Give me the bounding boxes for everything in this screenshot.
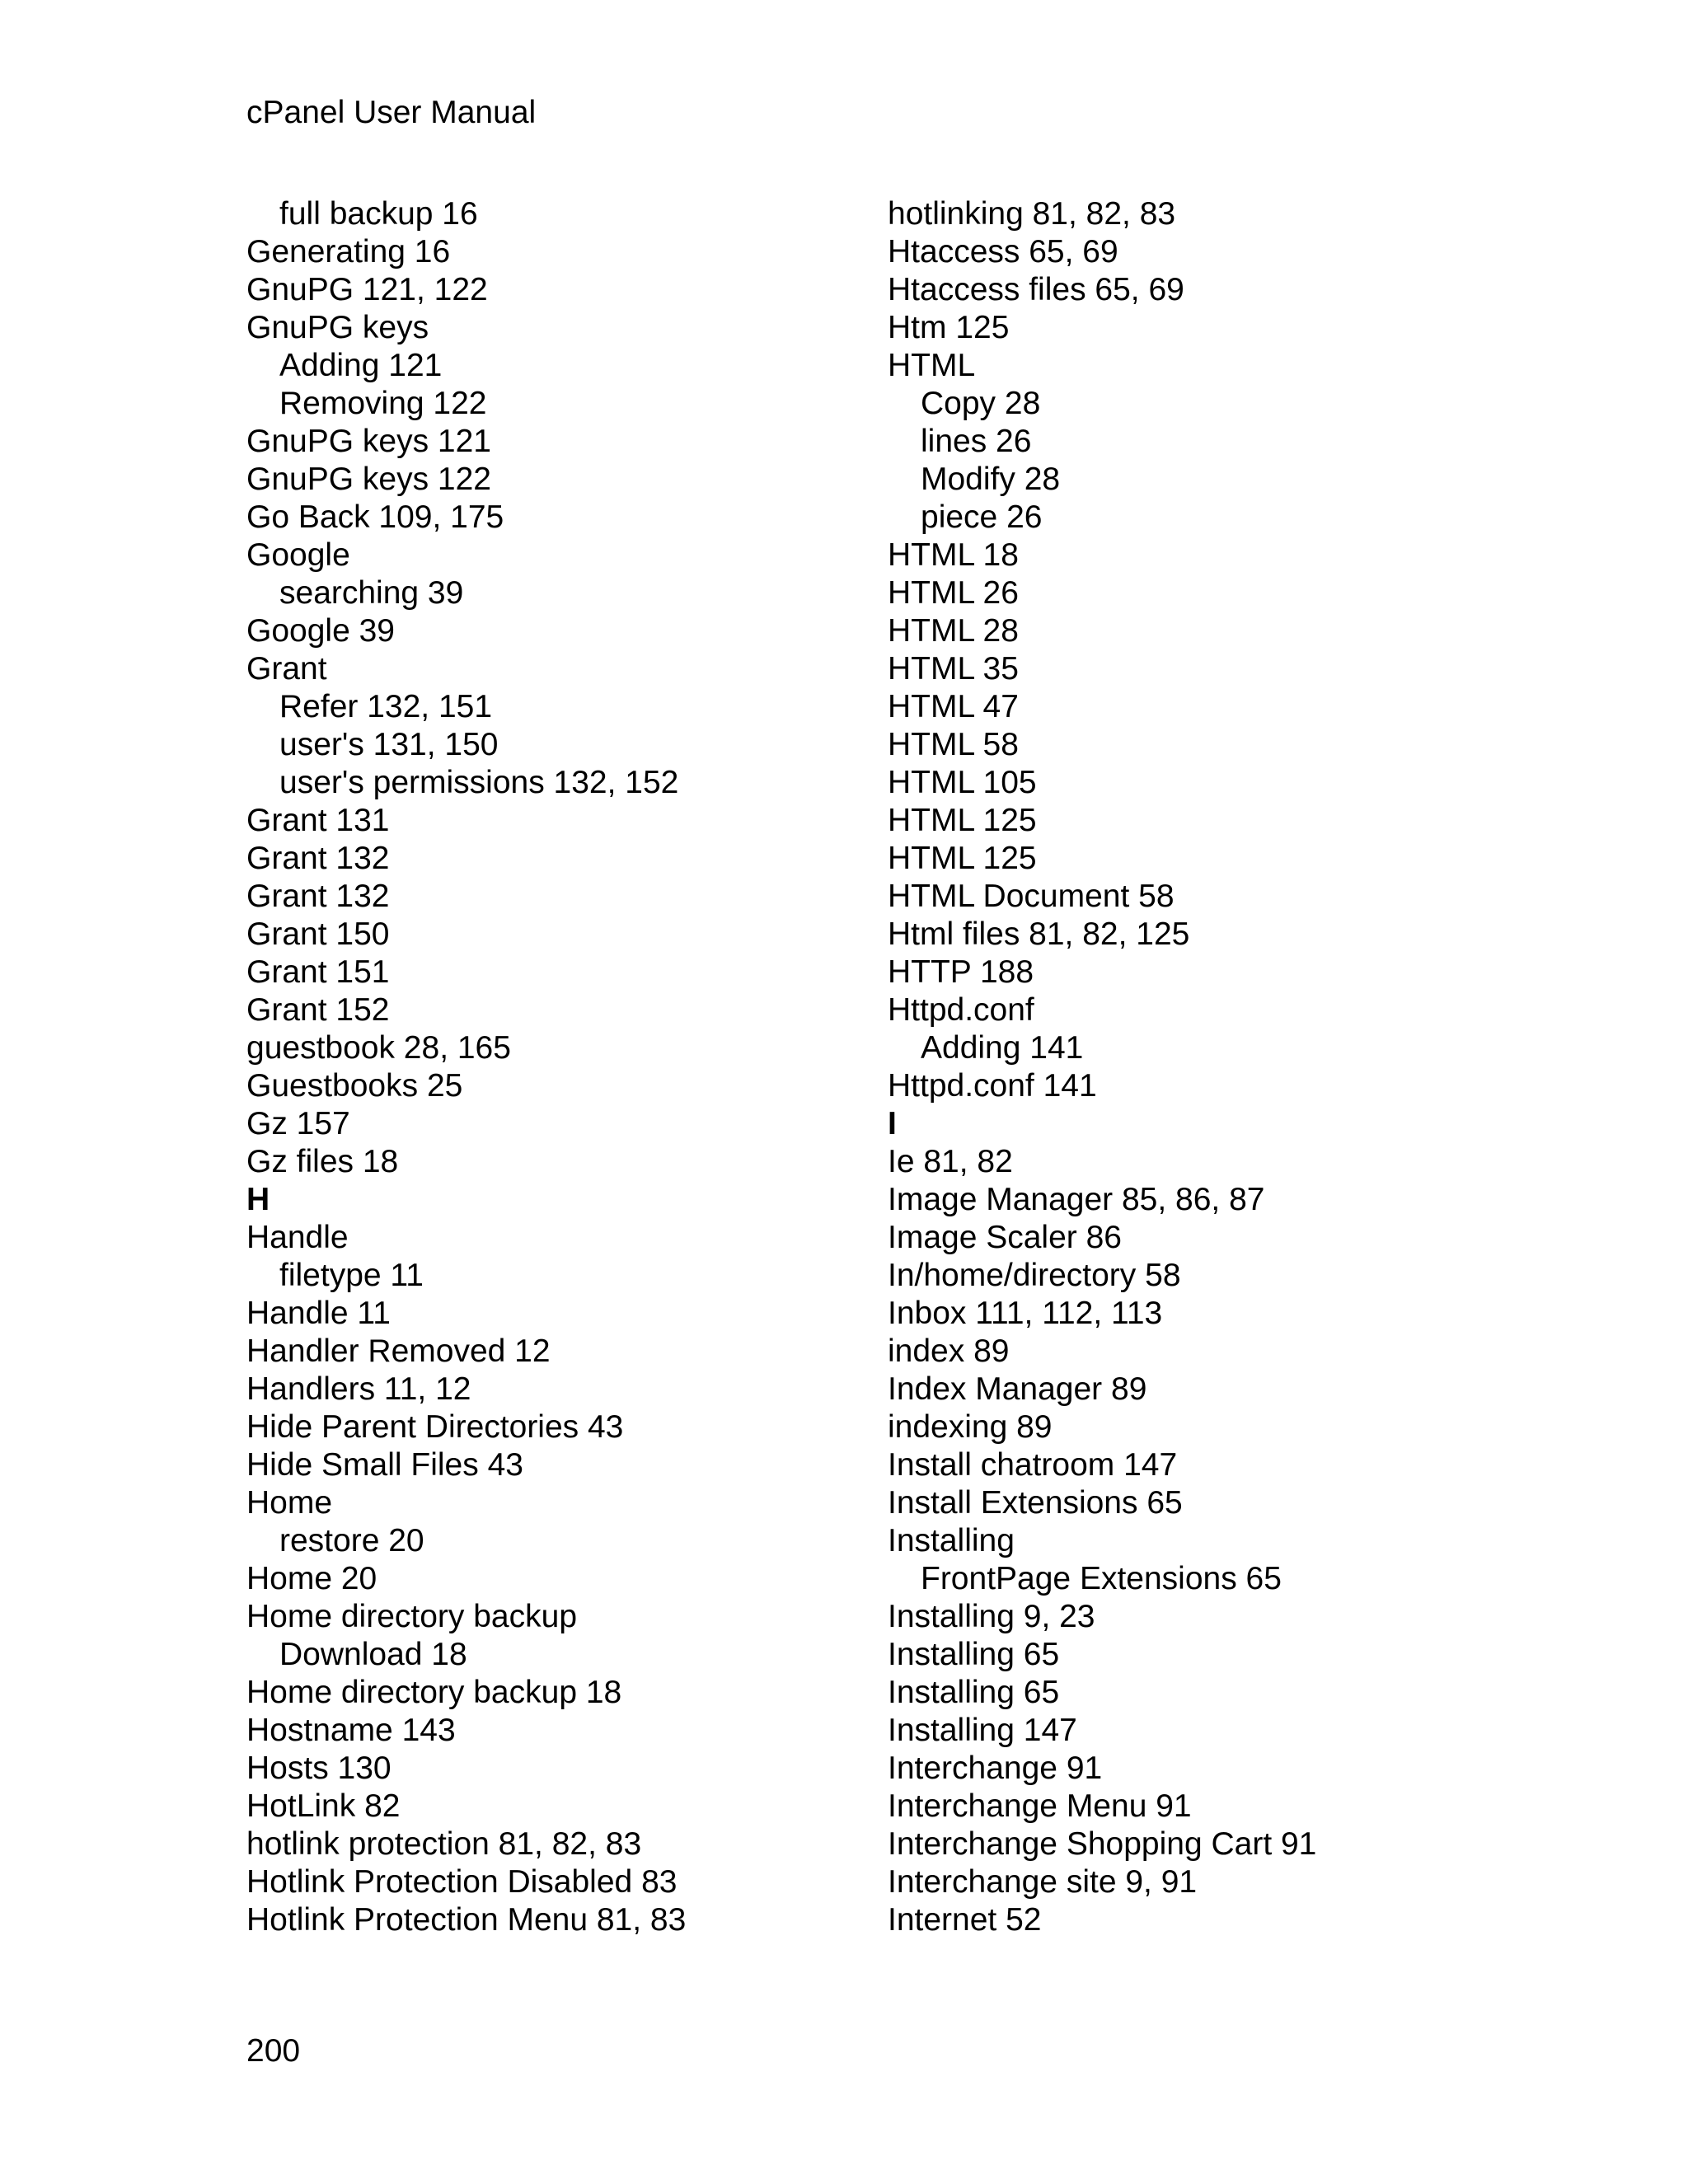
index-entry: In/home/directory 58 — [888, 1258, 1181, 1293]
page-number: 200 — [246, 2033, 301, 2069]
index-subentry: Adding 121 — [279, 348, 443, 383]
index-entry: Index Manager 89 — [888, 1371, 1147, 1407]
index-subentry: Download 18 — [279, 1637, 467, 1672]
index-subentry: Copy 28 — [921, 386, 1041, 421]
index-entry: guestbook 28, 165 — [246, 1030, 511, 1066]
index-entry: Httpd.conf — [888, 992, 1034, 1028]
index-entry: Installing — [888, 1523, 1015, 1558]
index-entry: Grant 151 — [246, 954, 390, 990]
index-entry: Guestbooks 25 — [246, 1068, 463, 1104]
index-entry: hotlink protection 81, 82, 83 — [246, 1826, 642, 1862]
index-entry: Interchange 91 — [888, 1750, 1103, 1786]
index-subentry: searching 39 — [279, 575, 464, 611]
index-entry: Hide Parent Directories 43 — [246, 1409, 624, 1445]
index-subentry: piece 26 — [921, 499, 1043, 535]
index-entry: GnuPG keys 121 — [246, 424, 491, 459]
index-entry: GnuPG 121, 122 — [246, 272, 488, 307]
index-entry: HTML Document 58 — [888, 879, 1175, 914]
index-entry: HTML — [888, 348, 976, 383]
index-entry: Install Extensions 65 — [888, 1485, 1183, 1521]
index-subentry: Refer 132, 151 — [279, 689, 493, 724]
index-entry: Google — [246, 537, 350, 573]
index-entry: HTML 26 — [888, 575, 1019, 611]
index-entry: Gz 157 — [246, 1106, 350, 1141]
index-subentry: Adding 141 — [921, 1030, 1084, 1066]
index-subentry: Modify 28 — [921, 462, 1061, 497]
index-subentry: full backup 16 — [279, 196, 478, 232]
index-entry: HTTP 188 — [888, 954, 1034, 990]
index-entry: Grant 131 — [246, 803, 390, 838]
index-entry: Handle — [246, 1220, 349, 1255]
index-entry: HTML 35 — [888, 651, 1019, 687]
index-entry: Httpd.conf 141 — [888, 1068, 1097, 1104]
index-subentry: Removing 122 — [279, 386, 487, 421]
index-column-left — [246, 195, 686, 1939]
index-entry: Generating 16 — [246, 234, 451, 269]
index-subentry: FrontPage Extensions 65 — [921, 1561, 1282, 1596]
index-entry: HotLink 82 — [246, 1788, 401, 1824]
index-subentry: restore 20 — [279, 1523, 424, 1558]
index-entry: Grant — [246, 651, 327, 687]
index-entry: Hostname 143 — [246, 1713, 456, 1748]
index-entry: Htaccess files 65, 69 — [888, 272, 1184, 307]
index-entry: indexing 89 — [888, 1409, 1053, 1445]
index-entry: Install chatroom 147 — [888, 1447, 1178, 1483]
index-entry: Inbox 111, 112, 113 — [888, 1296, 1163, 1331]
index-entry: GnuPG keys 122 — [246, 462, 491, 497]
index-entry: HTML 18 — [888, 537, 1019, 573]
index-column-right — [888, 195, 1316, 1939]
index-entry: Hotlink Protection Disabled 83 — [246, 1864, 678, 1900]
index-entry: Handlers 11, 12 — [246, 1371, 471, 1407]
index-entry: HTML 105 — [888, 765, 1037, 800]
index-entry: Go Back 109, 175 — [246, 499, 504, 535]
index-subentry: user's permissions 132, 152 — [279, 765, 679, 800]
index-entry: index 89 — [888, 1333, 1010, 1369]
running-header: cPanel User Manual — [246, 95, 537, 130]
index-entry: Home — [246, 1485, 333, 1521]
index-subentry: filetype 11 — [279, 1258, 424, 1293]
index-entry: Home 20 — [246, 1561, 377, 1596]
index-entry: HTML 125 — [888, 841, 1037, 876]
index-entry: Htm 125 — [888, 310, 1010, 345]
index-entry: Hotlink Protection Menu 81, 83 — [246, 1902, 687, 1938]
index-entry: Installing 147 — [888, 1713, 1077, 1748]
index-entry: HTML 125 — [888, 803, 1037, 838]
index-entry: Google 39 — [246, 613, 395, 649]
index-entry: Image Scaler 86 — [888, 1220, 1122, 1255]
index-subentry: user's 131, 150 — [279, 727, 499, 762]
index-entry: Ie 81, 82 — [888, 1144, 1013, 1179]
index-subentry: lines 26 — [921, 424, 1032, 459]
index-entry: Installing 9, 23 — [888, 1599, 1095, 1634]
index-entry: Grant 150 — [246, 916, 390, 952]
index-entry: Interchange site 9, 91 — [888, 1864, 1198, 1900]
index-entry: Installing 65 — [888, 1637, 1060, 1672]
index-entry: HTML 47 — [888, 689, 1019, 724]
index-entry: Image Manager 85, 86, 87 — [888, 1182, 1265, 1217]
index-entry: hotlinking 81, 82, 83 — [888, 196, 1176, 232]
index-entry: Gz files 18 — [246, 1144, 399, 1179]
index-entry: Html files 81, 82, 125 — [888, 916, 1190, 952]
index-entry: Htaccess 65, 69 — [888, 234, 1118, 269]
index-entry: Interchange Shopping Cart 91 — [888, 1826, 1317, 1862]
index-entry: Installing 65 — [888, 1675, 1060, 1710]
index-entry: Interchange Menu 91 — [888, 1788, 1192, 1824]
index-letter-heading: H — [246, 1182, 270, 1217]
index-entry: Home directory backup — [246, 1599, 578, 1634]
index-entry: Internet 52 — [888, 1902, 1042, 1938]
index-entry: Grant 132 — [246, 841, 390, 876]
index-entry: Grant 132 — [246, 879, 390, 914]
index-letter-heading: I — [888, 1106, 897, 1141]
index-entry: Hide Small Files 43 — [246, 1447, 523, 1483]
index-entry: Grant 152 — [246, 992, 390, 1028]
index-entry: HTML 28 — [888, 613, 1019, 649]
index-entry: Handler Removed 12 — [246, 1333, 551, 1369]
index-entry: Hosts 130 — [246, 1750, 392, 1786]
index-entry: GnuPG keys — [246, 310, 429, 345]
index-entry: Home directory backup 18 — [246, 1675, 622, 1710]
index-entry: HTML 58 — [888, 727, 1019, 762]
index-entry: Handle 11 — [246, 1296, 391, 1331]
